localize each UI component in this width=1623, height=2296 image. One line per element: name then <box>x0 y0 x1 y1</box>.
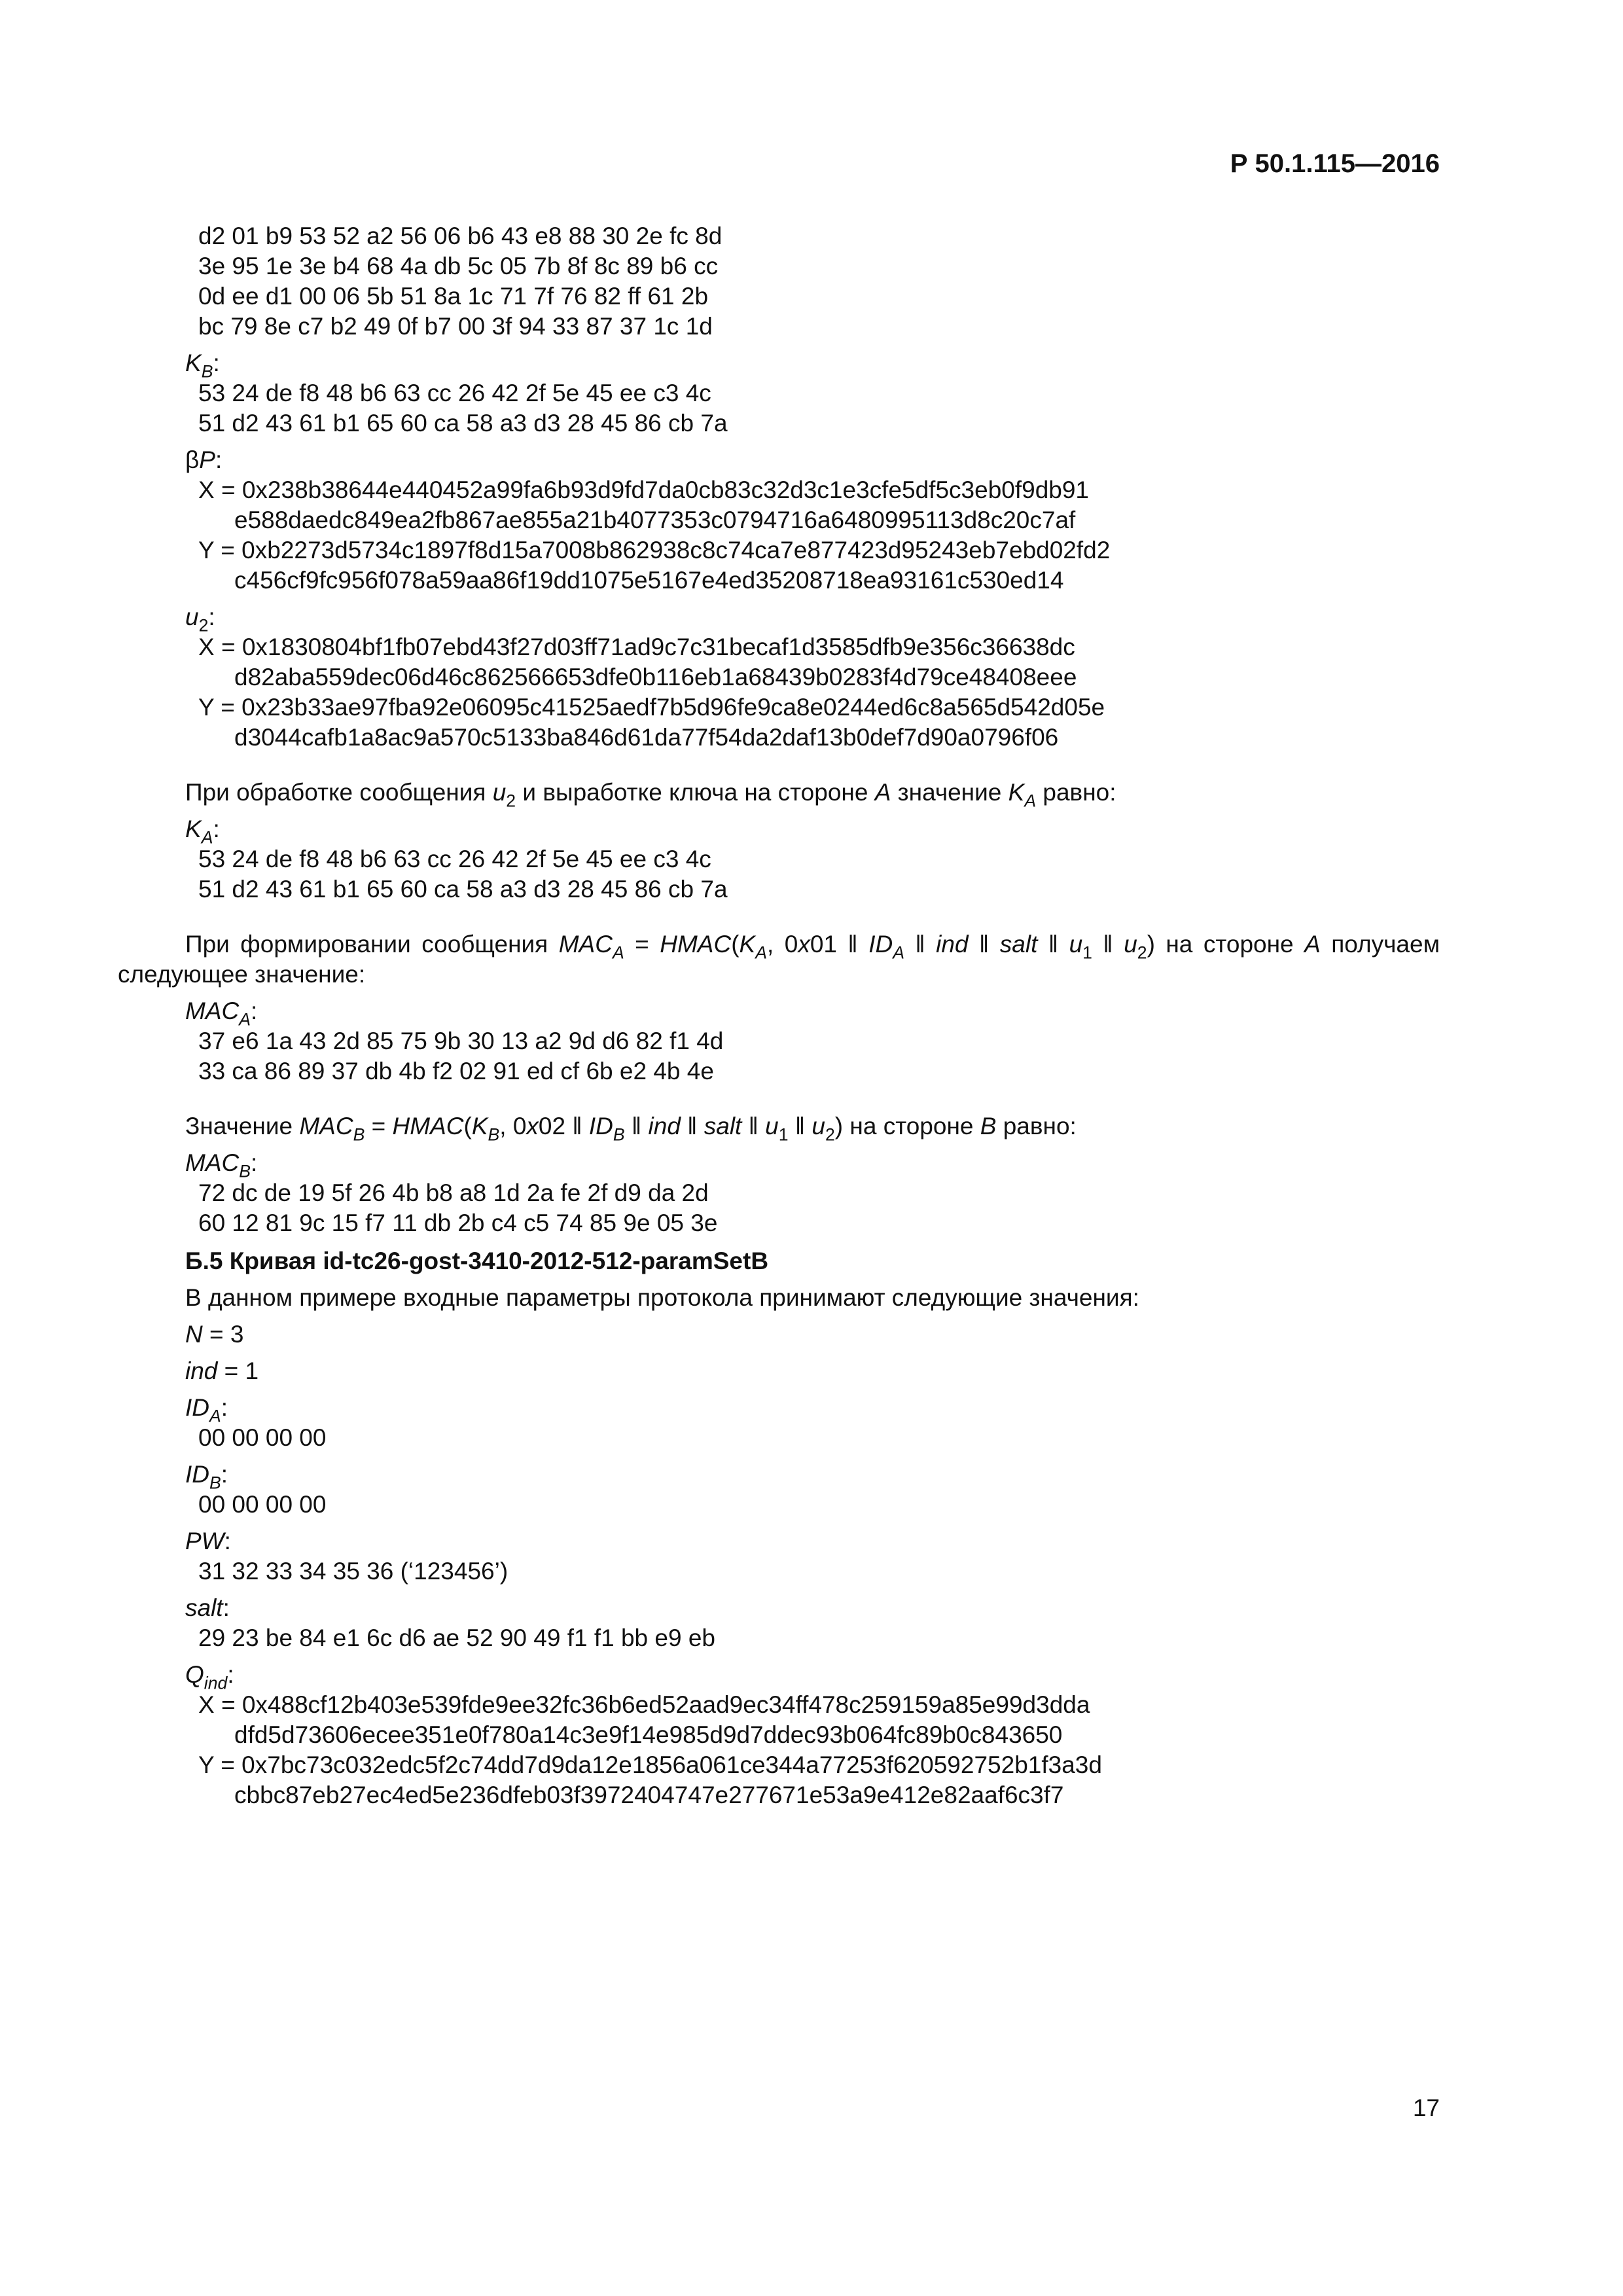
pw-hex: 31 32 33 34 35 36 (‘123456’) <box>198 1558 508 1585</box>
ka-hex-line: 51 d2 43 61 b1 65 60 ca 58 a3 d3 28 45 86 cb 7a <box>198 876 728 903</box>
maca-hex-line: 37 e6 1a 43 2d 85 75 9b 30 13 a2 9d d6 82 f1 4d <box>198 1028 724 1054</box>
ka-label: $K_A$: <box>185 816 220 848</box>
qind-y-continuation: cbbc87eb27ec4ed5e236dfeb03f3972404747e277671e53a9e412e82aaf6c3f7 <box>234 1782 1064 1808</box>
idb-hex: 00 00 00 00 <box>198 1491 327 1518</box>
page-number: 17 <box>1412 2094 1440 2121</box>
beta-p-label: βP: <box>185 446 223 473</box>
ida-label: $ID_A$: <box>185 1394 228 1426</box>
u2-x-line: X = 0x1830804bf1fb07ebd43f27d03ff71ad9c7c31becaf1d3585dfb9e356c36638dc <box>198 634 1075 660</box>
bp-y-line: Y = 0xb2273d5734c1897f8d15a7008b862938c8c74ca7e877423d95243eb7ebd02fd2 <box>198 537 1111 564</box>
macb-hex-line: 72 dc de 19 5f 26 4b b8 a8 1d 2a fe 2f d9 da 2d <box>198 1179 709 1206</box>
hex-line: 0d ee d1 00 06 5b 51 8a 1c 71 7f 76 82 ff 61 2b <box>198 283 709 310</box>
paragraph-macb-intro: Значение $MAC_B$ = $HMAC(K_B$, 0x02 ǁ $ID_B$ ǁ ind ǁ salt ǁ $u_1$ ǁ $u_2$) на стороне B равно: <box>185 1113 1077 1145</box>
u2-y-continuation: d3044cafb1a8ac9a570c5133ba846d61da77f54da2daf13b0def7d90a0796f06 <box>234 724 1059 751</box>
ida-hex: 00 00 00 00 <box>198 1424 327 1451</box>
u2-y-line: Y = 0x23b33ae97fba92e06095c41525aedf7b5d96fe9ca8e0244ed6c8a565d542d05e <box>198 694 1105 721</box>
salt-hex: 29 23 be 84 e1 6c d6 ae 52 90 49 f1 f1 bb e9 eb <box>198 1624 716 1651</box>
qind-label: $Q_{ind}$: <box>185 1661 234 1693</box>
kb-hex-line: 53 24 de f8 48 b6 63 cc 26 42 2f 5e 45 ee c3 4c <box>198 380 711 406</box>
bp-y-continuation: c456cf9fc956f078a59aa86f19dd1075e5167e4ed35208718ea93161c530ed14 <box>234 567 1064 594</box>
maca-label: $MAC_A$: <box>185 997 258 1030</box>
ka-hex-line: 53 24 de f8 48 b6 63 cc 26 42 2f 5e 45 ee c3 4c <box>198 846 711 872</box>
standard-number: Р 50.1.115—2016 <box>1230 149 1440 178</box>
paragraph-maca-intro: При формировании сообщения $MAC_A$ = $HMAC(K_A$, 0x01 ǁ $ID_A$ ǁ ind ǁ salt ǁ $u_1$ ǁ $u_2$) на стороне A получаем следующее значение: <box>118 931 1440 988</box>
idb-label: $ID_B$: <box>185 1461 228 1493</box>
section-heading: Б.5 Кривая id-tc26-gost-3410-2012-512-paramSetB <box>185 1247 769 1274</box>
pw-label: PW: <box>185 1528 231 1554</box>
macb-label: $MAC_B$: <box>185 1149 258 1181</box>
qind-x-continuation: dfd5d73606ecee351e0f780a14c3e9f14e985d9d7ddec93b064fc89b0c843650 <box>234 1721 1063 1748</box>
hex-line: 3e 95 1e 3e b4 68 4a db 5c 05 7b 8f 8c 89 b6 cc <box>198 253 719 279</box>
u2-label: $u_2$: <box>185 603 215 636</box>
param-ind: ind = 1 <box>185 1357 259 1384</box>
page-content <box>118 221 1440 1810</box>
kb-hex-line: 51 d2 43 61 b1 65 60 ca 58 a3 d3 28 45 86 cb 7a <box>198 410 728 437</box>
qind-y-line: Y = 0x7bc73c032edc5f2c74dd7d9da12e1856a061ce344a77253f620592752b1f3a3d <box>198 1751 1102 1778</box>
u2-x-continuation: d82aba559dec06d46c862566653dfe0b116eb1a68439b0283f4d79ce48408eee <box>234 664 1077 691</box>
maca-hex-line: 33 ca 86 89 37 db 4b f2 02 91 ed cf 6b e2 4b 4e <box>198 1058 714 1085</box>
bp-x-continuation: e588daedc849ea2fb867ae855a21b4077353c0794716a6480995113d8c20c7af <box>234 507 1076 533</box>
paragraph-ka-intro: При обработке сообщения $u_2$ и выработке ключа на стороне A значение $K_A$ равно: <box>185 779 1116 811</box>
hex-line: bc 79 8e c7 b2 49 0f b7 00 3f 94 33 87 37 1c 1d <box>198 313 713 340</box>
hex-line: d2 01 b9 53 52 a2 56 06 b6 43 e8 88 30 2e fc 8d <box>198 223 722 249</box>
param-n: N = 3 <box>185 1321 244 1348</box>
salt-label: salt: <box>185 1594 230 1621</box>
qind-x-line: X = 0x488cf12b403e539fde9ee32fc36b6ed52aad9ec34ff478c259159a85e99d3dda <box>198 1691 1090 1718</box>
bp-x-line: X = 0x238b38644e440452a99fa6b93d9fd7da0cb83c32d3c1e3cfe5df5c3eb0f9db91 <box>198 476 1090 503</box>
section-intro: В данном примере входные параметры протокола принимают следующие значения: <box>185 1284 1139 1311</box>
macb-hex-line: 60 12 81 9c 15 f7 11 db 2b c4 c5 74 85 9e 05 3e <box>198 1210 718 1236</box>
kb-label: $K_B$: <box>185 350 220 382</box>
